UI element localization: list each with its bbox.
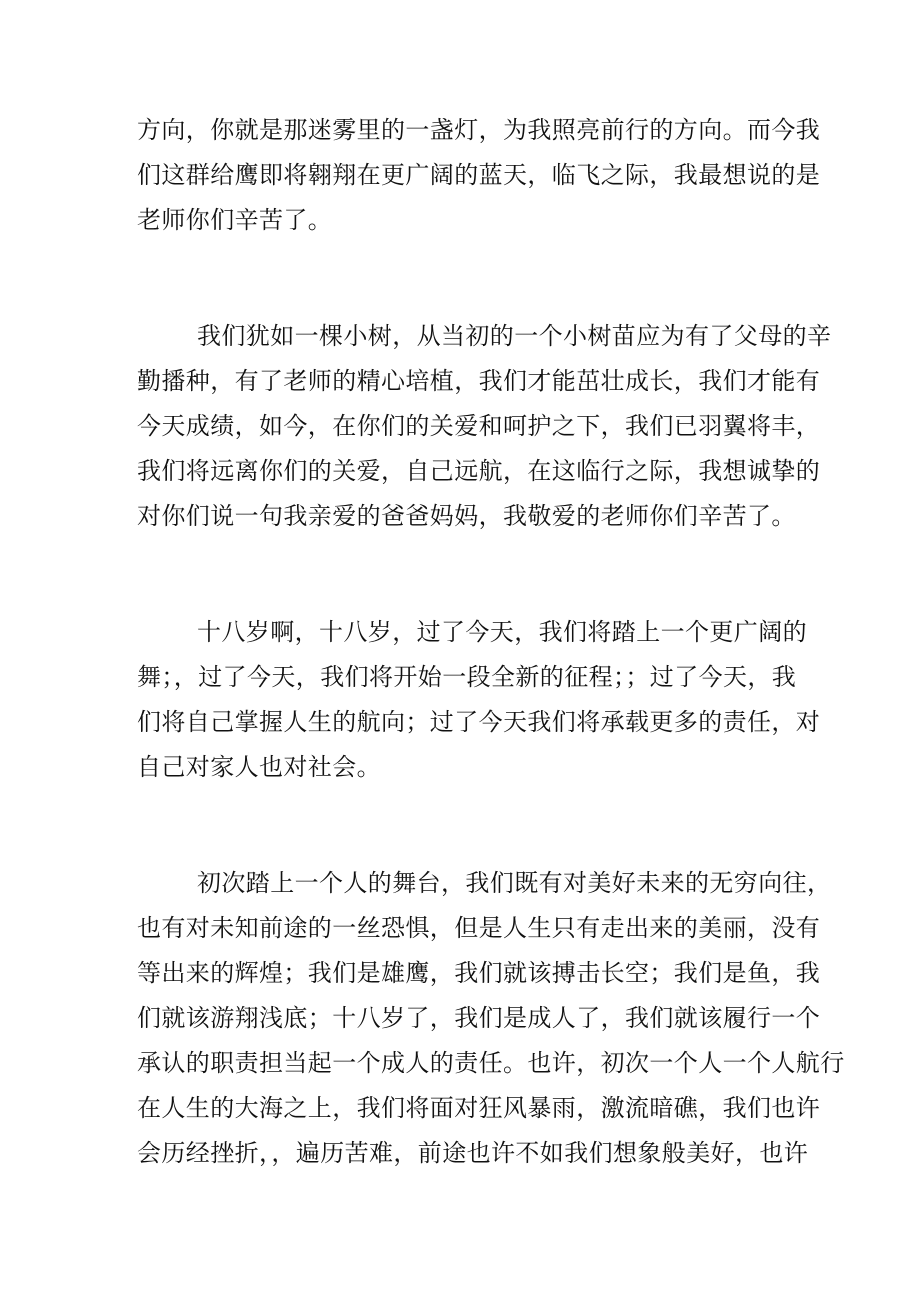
paragraph (137, 610, 821, 790)
paragraph-gap (137, 539, 797, 610)
text-line: 们就该游翔浅底；十八岁了，我们是成人了，我们就该履行一个 (137, 1004, 821, 1032)
paragraph (137, 108, 821, 243)
text-line: 今天成绩，如今，在你们的关爱和呵护之下，我们已羽翼将丰， (137, 412, 821, 440)
text-line: 们这群给鹰即将翱翔在更广阔的蓝天，临飞之际，我最想说的是 (137, 161, 821, 189)
text-line: 初次踏上一个人的舞台，我们既有对美好未来的无穷向往， (197, 869, 832, 897)
text-line: 在人生的大海之上，我们将面对狂风暴雨，激流暗礁，我们也许 (137, 1094, 821, 1122)
text-line: 承认的职责担当起一个成人的责任。也许，初次一个人一个人航行 (137, 1049, 845, 1077)
text-line: 方向，你就是那迷雾里的一盏灯，为我照亮前行的方向。而今我 (137, 116, 821, 144)
text-line: 我们犹如一棵小树，从当初的一个小树苗应为有了父母的辛 (197, 322, 832, 350)
text-line: 们将自己掌握人生的航向；过了今天我们将承载更多的责任，对 (137, 708, 821, 736)
text-line: 十八岁啊，十八岁，过了今天，我们将踏上一个更广阔的 (197, 618, 807, 646)
text-line: 会历经挫折，，遍历苦难，前途也许不如我们想象般美好，也许 (137, 1139, 809, 1167)
paragraph (137, 861, 845, 1176)
text-line: 舞；，过了今天，我们将开始一段全新的征程；；过了今天，我 (137, 663, 797, 691)
text-line: 我们将远离你们的关爱，自己远航，在这临行之际，我想诚挚的 (137, 457, 821, 485)
paragraph (137, 314, 832, 539)
text-line: 自己对家人也对社会。 (137, 753, 381, 781)
paragraph-gap (137, 243, 797, 314)
paragraph-gap (137, 790, 797, 861)
document-body (137, 108, 845, 1176)
text-line: 勤播种，有了老师的精心培植，我们才能茁壮成长，我们才能有 (137, 367, 821, 395)
text-line: 等出来的辉煌；我们是雄鹰，我们就该搏击长空；我们是鱼，我 (137, 959, 821, 987)
text-line: 老师你们辛苦了。 (137, 206, 333, 234)
text-line: 对你们说一句我亲爱的爸爸妈妈，我敬爱的老师你们辛苦了。 (137, 502, 796, 530)
text-line: 也有对未知前途的一丝恐惧，但是人生只有走出来的美丽，没有 (137, 914, 821, 942)
